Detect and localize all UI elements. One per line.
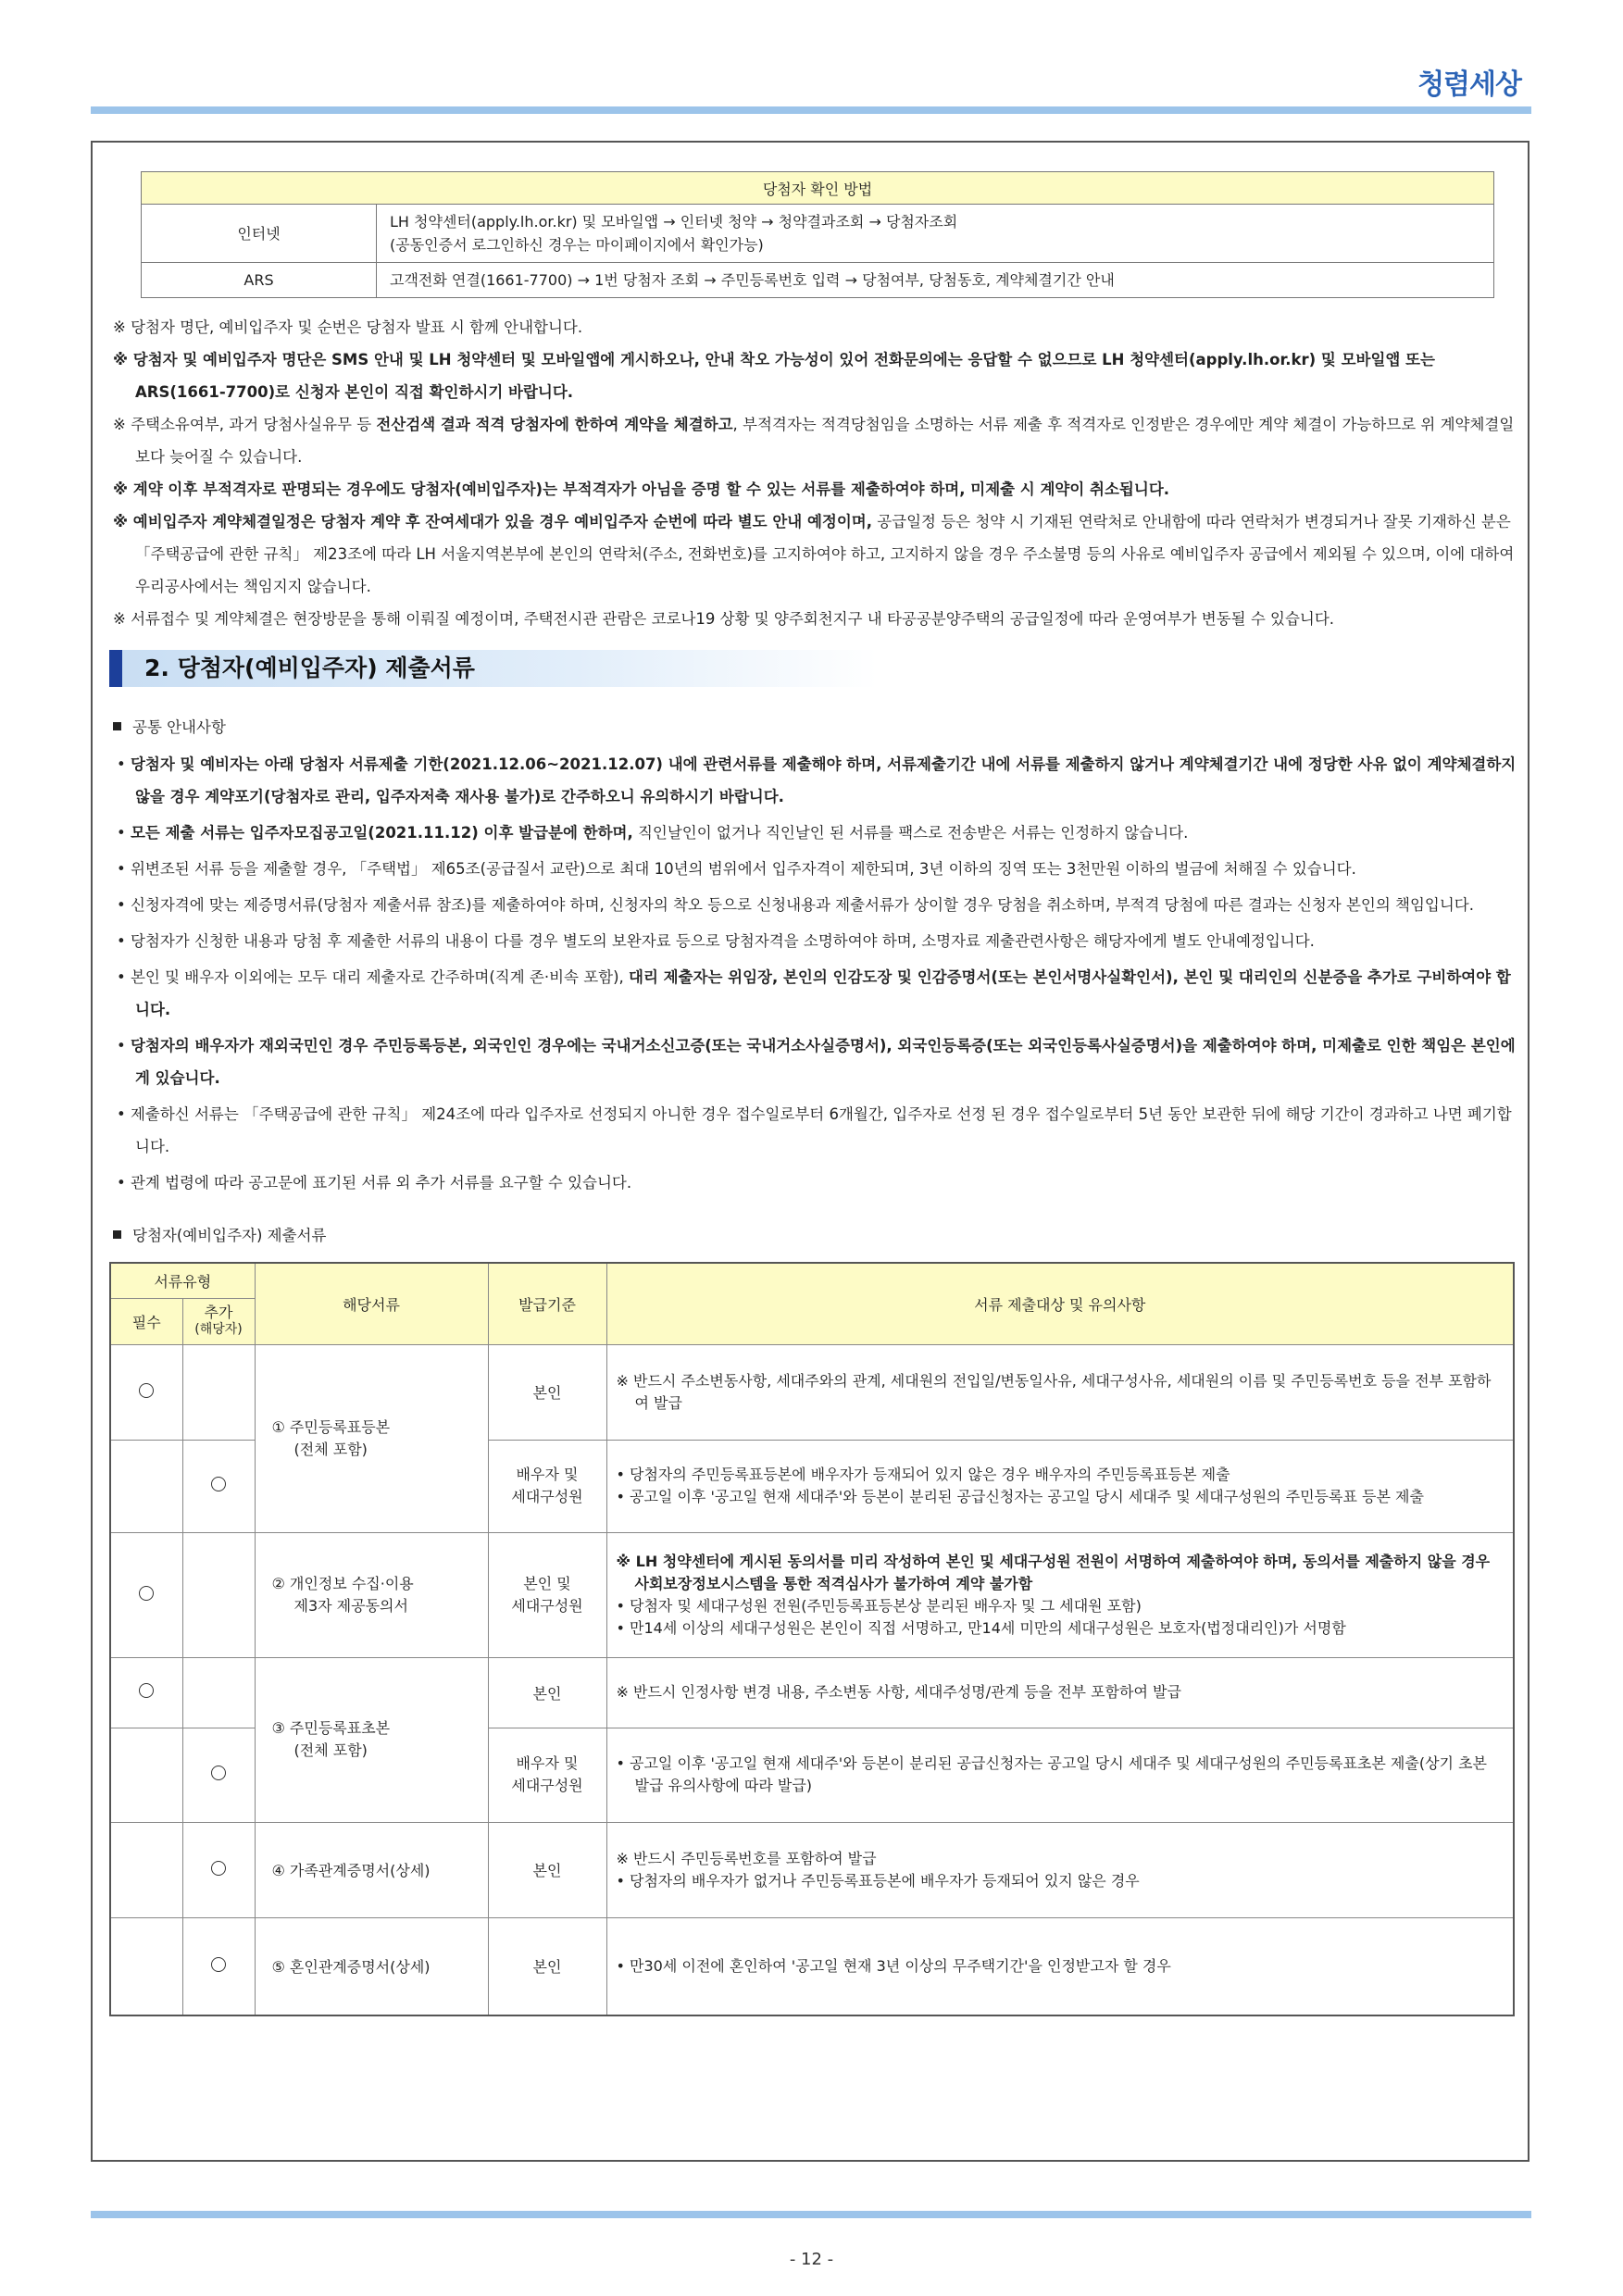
issuer (488, 1532, 606, 1657)
note-line: • 만14세 이상의 세대구성원은 본인이 직접 서명하고, 만14세 미만의 세대구성원은 보호자(법정대리인)가 서명함 (616, 1618, 1346, 1637)
note-line: • 당첨자의 배우자가 없거나 주민등록표등본에 배우자가 등재되어 있지 않은 경우 (616, 1871, 1140, 1890)
method-detail-ars: 고객전화 연결(1661-7700) → 1번 당첨자 조회 → 주민등록번호 입력 → 당첨여부, 당첨동호, 계약체결기간 안내 (377, 263, 1494, 298)
doc-name (255, 1344, 488, 1532)
extra-mark-empty (182, 1657, 255, 1728)
common-bullet: • 당첨자 및 예비자는 아래 당첨자 서류제출 기한(2021.12.06~2021.12.07) 내에 관련서류를 제출해야 하며, 서류제출기간 내에 서류를 제출하지 않거나 계약체결기간 내에 정당한 사유 없이 계약체결하지 않을 경우 계약포기(당첨자로 관리, 입주자저축 재사용 불가)로 간주하오니 유의하시기 바랍니다. (117, 755, 1517, 805)
docs-heading: 당첨자(예비입주자) 제출서류 (113, 1223, 1521, 1245)
common-bullet: • 모든 제출 서류는 입주자모집공고일(2021.11.12) 이후 발급분에 한하며, 직인날인이 없거나 직인날인 된 서류를 팩스로 전송받은 서류는 인정하지 않습니다. (117, 824, 1189, 842)
doc-notes (606, 1822, 1514, 1917)
note: ※ 당첨자 명단, 예비입주자 및 순번은 당첨자 발표 시 함께 안내합니다. (113, 318, 583, 336)
common-bullet: • 신청자격에 맞는 제증명서류(당첨자 제출서류 참조)를 제출하여야 하며, 신청자의 착오 등으로 신청내용과 제출서류가 상이할 경우 당첨을 취소하며, 부적격 당첨에 따른 결과는 신청자 본인의 책임입니다. (117, 896, 1474, 914)
common-bullet: • 제출하신 서류는 「주택공급에 관한 규칙」 제24조에 따라 입주자로 선정되지 아니한 경우 접수일로부터 6개월간, 입주자로 선정 된 경우 접수일로부터 5년 동안 보관한 뒤에 해당 기간이 경과하고 나면 폐기합니다. (117, 1105, 1512, 1155)
note-line: • 공고일 이후 '공고일 현재 세대주'와 등본이 분리된 공급신청자는 공고일 당시 세대주 및 세대구성원의 주민등록표 등본 제출 (616, 1488, 1424, 1505)
circle-mark-icon (139, 1683, 154, 1698)
note-line: ※ LH 청약센터에 게시된 동의서를 미리 작성하여 본인 및 세대구성원 전원이 서명하여 제출하여야 하며, 동의서를 제출하지 않을 경우 사회보장정보시스템을 통한 적격심사가 불가하여 계약 불가함 (616, 1552, 1491, 1592)
required-mark (110, 1657, 182, 1728)
method-label-ars: ARS (142, 263, 377, 298)
note-line: • 당첨자 및 세대구성원 전원(주민등록표등본상 분리된 배우자 및 그 세대원 포함) (616, 1596, 1142, 1615)
common-bullet: • 당첨자가 신청한 내용과 당첨 후 제출한 서류의 내용이 다를 경우 별도의 보완자료 등으로 당첨자격을 소명하여야 하며, 소명자료 제출관련사항은 해당자에게 별도 안내예정입니다. (117, 932, 1315, 950)
circle-mark-icon (139, 1383, 154, 1398)
section-title: 2. 당첨자(예비입주자) 제출서류 (109, 650, 878, 687)
method-line: LH 청약센터(apply.lh.or.kr) 및 모바일앱 → 인터넷 청약 → 청약결과조회 → 당첨자조회 (390, 213, 958, 231)
issuer-line: 세대구성원 (511, 1488, 583, 1505)
col-notes: 서류 제출대상 및 유의사항 (606, 1263, 1514, 1344)
top-divider (91, 106, 1531, 114)
note: ※ 계약 이후 부적격자로 판명되는 경우에도 당첨자(예비입주자)는 부적격자가 아님을 증명 할 수 있는 서류를 제출하여야 하며, 미제출 시 계약이 취소됩니다. (113, 480, 1170, 498)
required-mark-empty (110, 1917, 182, 2015)
page-number: - 12 - (789, 2250, 834, 2269)
extra-mark-empty (182, 1532, 255, 1657)
doc-name (255, 1657, 488, 1822)
note-line: • 당첨자의 주민등록표등본에 배우자가 등재되어 있지 않은 경우 배우자의 주민등록표등본 제출 (616, 1466, 1230, 1483)
required-mark-empty (110, 1728, 182, 1822)
issuer: 본인 (488, 1344, 606, 1440)
col-extra (182, 1298, 255, 1344)
common-bullet: • 위변조된 서류 등을 제출할 경우, 「주택법」 제65조(공급질서 교란)으로 최대 10년의 범위에서 입주자격이 제한되며, 3년 이하의 징역 또는 3천만원 이하의 벌금에 처해질 수 있습니다. (117, 860, 1356, 878)
note: ※ 예비입주자 계약체결일정은 당첨자 계약 후 잔여세대가 있을 경우 예비입주자 순번에 따라 별도 안내 예정이며, 공급일정 등은 청약 시 기재된 연락처로 안내함에 따라 연락처가 변경되거나 잘못 기재하신 분은 「주택공급에 관한 규칙」 제23조에 따라 LH 서울지역본부에 본인의 연락처(주소, 전화번호)를 고지하여야 하고, 고지하지 않을 경우 주소불명 등의 사유로 예비입주자 공급에서 제외될 수 있으며, 이에 대하여 우리공사에서는 책임지지 않습니다. (113, 513, 1515, 595)
winner-check-table (141, 171, 1494, 298)
issuer-line: 배우자 및 (516, 1754, 579, 1772)
doc-notes (606, 1440, 1514, 1532)
circle-mark-icon (211, 1861, 226, 1876)
square-bullet-icon (113, 722, 121, 730)
common-bullet: • 당첨자의 배우자가 재외국민인 경우 주민등록등본, 외국인인 경우에는 국내거소신고증(또는 국내거소사실증명서), 외국인등록증(또는 외국인등록사실증명서)을 제출하여야 하며, 미제출로 인한 책임은 본인에게 있습니다. (117, 1037, 1516, 1087)
circle-mark-icon (211, 1477, 226, 1491)
note-line: ※ 반드시 주소변동사항, 세대주와의 관계, 세대원의 전입일/변동일사유, 세대구성사유, 세대원의 이름 및 주민등록번호 등을 전부 포함하여 발급 (616, 1371, 1492, 1412)
doc-name (255, 1532, 488, 1657)
doc-notes (606, 1917, 1514, 2015)
note-line: ※ 반드시 주민등록번호를 포함하여 발급 (616, 1849, 877, 1867)
issuer (488, 1440, 606, 1532)
col-doc: 해당서류 (255, 1263, 488, 1344)
issuer-line: 본인 및 (523, 1574, 571, 1592)
doc-line: ① 주민등록표등본 (271, 1417, 391, 1436)
common-bullet: • 본인 및 배우자 이외에는 모두 대리 제출자로 간주하며(직계 존·비속 포함), 대리 제출자는 위임장, 본인의 인감도장 및 인감증명서(또는 본인서명사실확인서), 본인 및 대리인의 신분증을 추가로 구비하여야 합니다. (117, 968, 1511, 1018)
issuer: 본인 (488, 1917, 606, 2015)
documents-table (109, 1262, 1515, 2016)
method-label-internet: 인터넷 (142, 205, 377, 263)
doc-line: (전체 포함) (293, 1440, 368, 1458)
extra-mark-empty (182, 1344, 255, 1440)
note-line: • 공고일 이후 '공고일 현재 세대주'와 등본이 분리된 공급신청자는 공고일 당시 세대주 및 세대구성원의 주민등록표초본 제출(상기 초본 발급 유의사항에 따라 발급) (616, 1754, 1487, 1794)
winner-check-header: 당첨자 확인 방법 (142, 172, 1494, 205)
doc-name: ④ 가족관계증명서(상세) (255, 1822, 488, 1917)
common-bullet: • 관계 법령에 따라 공고문에 표기된 서류 외 추가 서류를 요구할 수 있습니다. (117, 1174, 632, 1192)
doc-notes (606, 1344, 1514, 1440)
extra-mark (182, 1440, 255, 1532)
extra-mark (182, 1917, 255, 2015)
square-bullet-icon (113, 1230, 121, 1239)
note: ※ 주택소유여부, 과거 당첨사실유무 등 전산검색 결과 적격 당첨자에 한하여 계약을 체결하고, 부적격자는 적격당첨임을 소명하는 서류 제출 후 적격자로 인정받은 경우에만 계약 체결이 가능하므로 위 계약체결일보다 늦어질 수 있습니다. (113, 416, 1515, 466)
bottom-divider (91, 2211, 1531, 2218)
doc-line: ② 개인정보 수집·이용 (271, 1574, 414, 1592)
col-required: 필수 (110, 1298, 182, 1344)
col-extra-sub: (해당자) (194, 1322, 243, 1337)
circle-mark-icon (139, 1586, 154, 1601)
note-line: • 만30세 이전에 혼인하여 '공고일 현재 3년 이상의 무주택기간'을 인정받고자 할 경우 (616, 1956, 1171, 1975)
issuer: 본인 (488, 1822, 606, 1917)
note: ※ 서류접수 및 계약체결은 현장방문을 통해 이뤄질 예정이며, 주택전시관 관람은 코로나19 상황 및 양주회천지구 내 타공공분양주택의 공급일정에 따라 운영여부가 변동될 수 있습니다. (113, 610, 1334, 628)
note-line: ※ 반드시 인정사항 변경 내용, 주소변동 사항, 세대주성명/관계 등을 전부 포함하여 발급 (616, 1683, 1181, 1701)
doc-line: 제3자 제공동의서 (293, 1596, 408, 1615)
doc-notes (606, 1532, 1514, 1657)
col-extra-label: 추가 (204, 1304, 233, 1321)
required-mark-empty (110, 1822, 182, 1917)
method-line: (공동인증서 로그인하신 경우는 마이페이지에서 확인가능) (390, 236, 764, 254)
circle-mark-icon (211, 1766, 226, 1780)
issuer: 본인 (488, 1657, 606, 1728)
note: ※ 당첨자 및 예비입주자 명단은 SMS 안내 및 LH 청약센터 및 모바일앱에 게시하오나, 안내 착오 가능성이 있어 전화문의에는 응답할 수 없으므로 LH 청약센터(apply.lh.or.kr) 및 모바일앱 또는 ARS(1661-7700)로 신청자 본인이 직접 확인하시기 바랍니다. (113, 351, 1435, 401)
issuer (488, 1728, 606, 1822)
doc-notes (606, 1728, 1514, 1822)
circle-mark-icon (211, 1957, 226, 1972)
col-issuer: 발급기준 (488, 1263, 606, 1344)
doc-line: (전체 포함) (293, 1741, 368, 1759)
doc-name: ⑤ 혼인관계증명서(상세) (255, 1917, 488, 2015)
method-detail-internet (377, 205, 1494, 263)
extra-mark (182, 1822, 255, 1917)
required-mark (110, 1344, 182, 1440)
extra-mark (182, 1728, 255, 1822)
issuer-line: 세대구성원 (511, 1777, 583, 1794)
required-mark (110, 1532, 182, 1657)
doc-notes (606, 1657, 1514, 1728)
doc-line: ③ 주민등록표초본 (271, 1719, 391, 1737)
common-heading: 공통 안내사항 (113, 715, 1521, 737)
issuer-line: 배우자 및 (516, 1466, 579, 1483)
page-content (109, 171, 1521, 2016)
col-type: 서류유형 (110, 1263, 255, 1298)
issuer-line: 세대구성원 (511, 1596, 583, 1615)
logo: 청렴세상 (1417, 69, 1521, 101)
required-mark-empty (110, 1440, 182, 1532)
